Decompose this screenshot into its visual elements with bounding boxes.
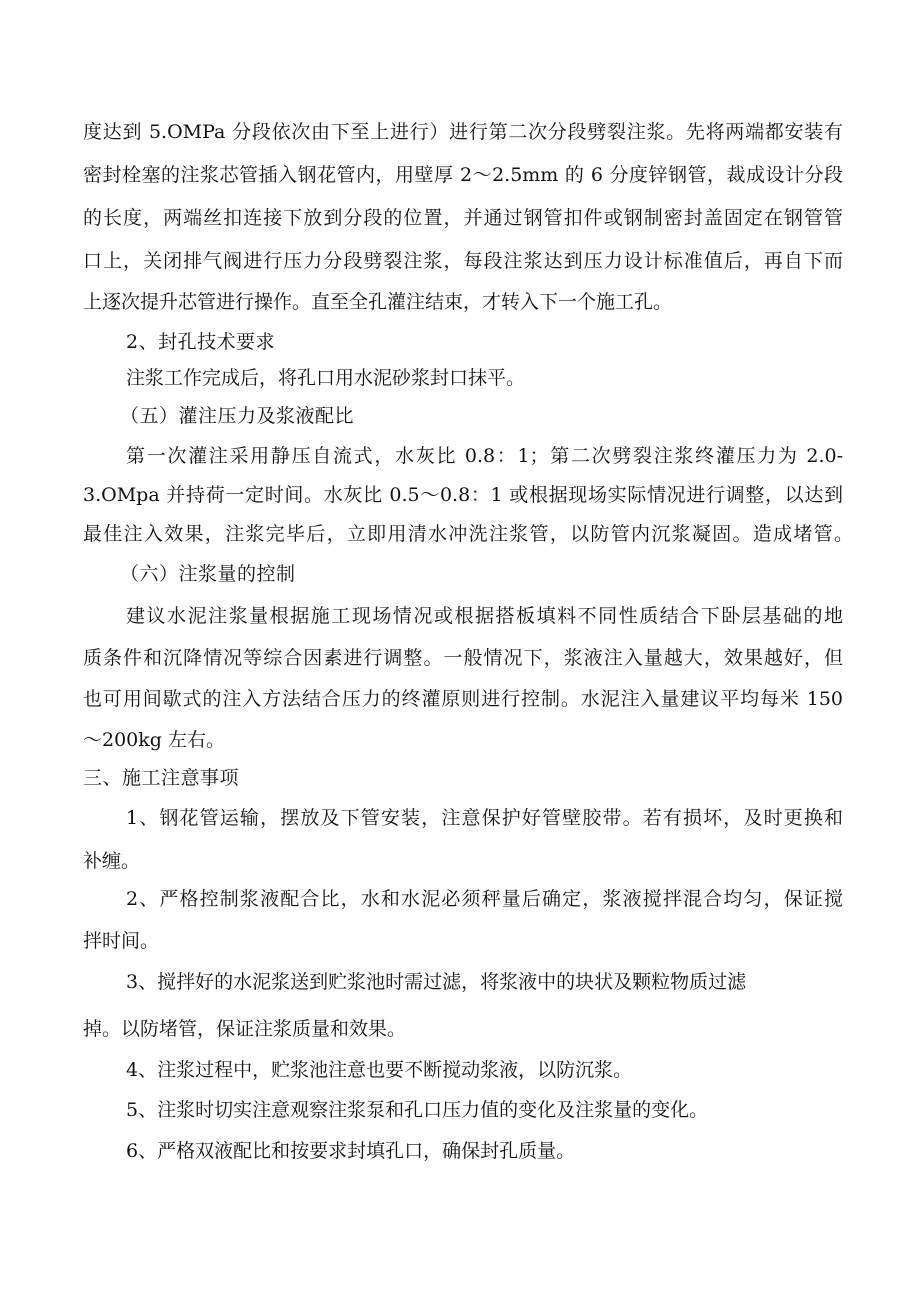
paragraph-line: ～200kg 左右。	[83, 729, 225, 751]
paragraph-line: 密封栓塞的注浆芯管插入钢花管内，用壁厚 2～2.5mm 的 6 分度锌钢管，裁成设计分段	[83, 164, 843, 186]
section-heading: 2、封孔技术要求	[126, 331, 276, 353]
paragraph-line: 也可用间歇式的注入方法结合压力的终灌原则进行控制。水泥注入量建议平均每米 150	[83, 688, 843, 710]
paragraph-line: 口上，关闭排气阀进行压力分段劈裂注浆，每段注浆达到压力设计标准值后，再自下而	[83, 250, 843, 272]
section-heading: （六）注浆量的控制	[120, 563, 296, 585]
list-item-continuation: 拌时间。	[83, 930, 160, 952]
paragraph-line: 的长度，两端丝扣连接下放到分段的位置，并通过钢管扣件或钢制密封盖固定在钢管管	[83, 207, 843, 229]
list-item: 3、搅拌好的水泥浆送到贮浆池时需过滤，将浆液中的块状及颗粒物质过滤	[126, 971, 747, 993]
list-item: 1、钢花管运输，摆放及下管安装，注意保护好管壁胶带。若有损坏，及时更换和	[126, 807, 843, 829]
paragraph-line: 第一次灌注采用静压自流式，水灰比 0.8：1；第二次劈裂注浆终灌压力为 2.0-	[126, 445, 843, 467]
list-item-continuation: 补缠。	[83, 850, 141, 872]
paragraph-line: 3.OMpa 并持荷一定时间。水灰比 0.5～0.8：1 或根据现场实际情况进行调整，以达到	[83, 484, 843, 506]
list-item: 4、注浆过程中，贮浆池注意也要不断搅动浆液，以防沉浆。	[126, 1059, 633, 1081]
section-heading: （五）灌注压力及浆液配比	[120, 405, 355, 427]
section-heading: 三、施工注意事项	[83, 767, 240, 789]
paragraph-line: 度达到 5.OMPa 分段依次由下至上进行）进行第二次分段劈裂注浆。先将两端都安装有	[83, 121, 843, 143]
list-item-continuation: 掉。以防堵管，保证注浆质量和效果。	[83, 1018, 407, 1040]
paragraph-line: 质条件和沉降情况等综合因素进行调整。一般情况下，浆液注入量越大，效果越好，但	[83, 647, 843, 669]
paragraph-line: 注浆工作完成后，将孔口用水泥砂浆封口抹平。	[126, 367, 526, 389]
paragraph-line: 最佳注入效果，注浆完毕后，立即用清水冲洗注浆管，以防管内沉浆凝固。造成堵管。	[83, 523, 853, 545]
list-item: 6、严格双液配比和按要求封填孔口，确保封孔质量。	[126, 1140, 576, 1162]
paragraph-line: 建议水泥注浆量根据施工现场情况或根据搭板填料不同性质结合下卧层基础的地	[126, 605, 843, 627]
list-item: 5、注浆时切实注意观察注浆泵和孔口压力值的变化及注浆量的变化。	[126, 1099, 709, 1121]
list-item: 2、严格控制浆液配合比，水和水泥必须秤量后确定，浆液搅拌混合均匀，保证搅	[126, 888, 843, 910]
paragraph-line: 上逐次提升芯管进行操作。直至全孔灌注结束，才转入下一个施工孔。	[83, 291, 673, 313]
